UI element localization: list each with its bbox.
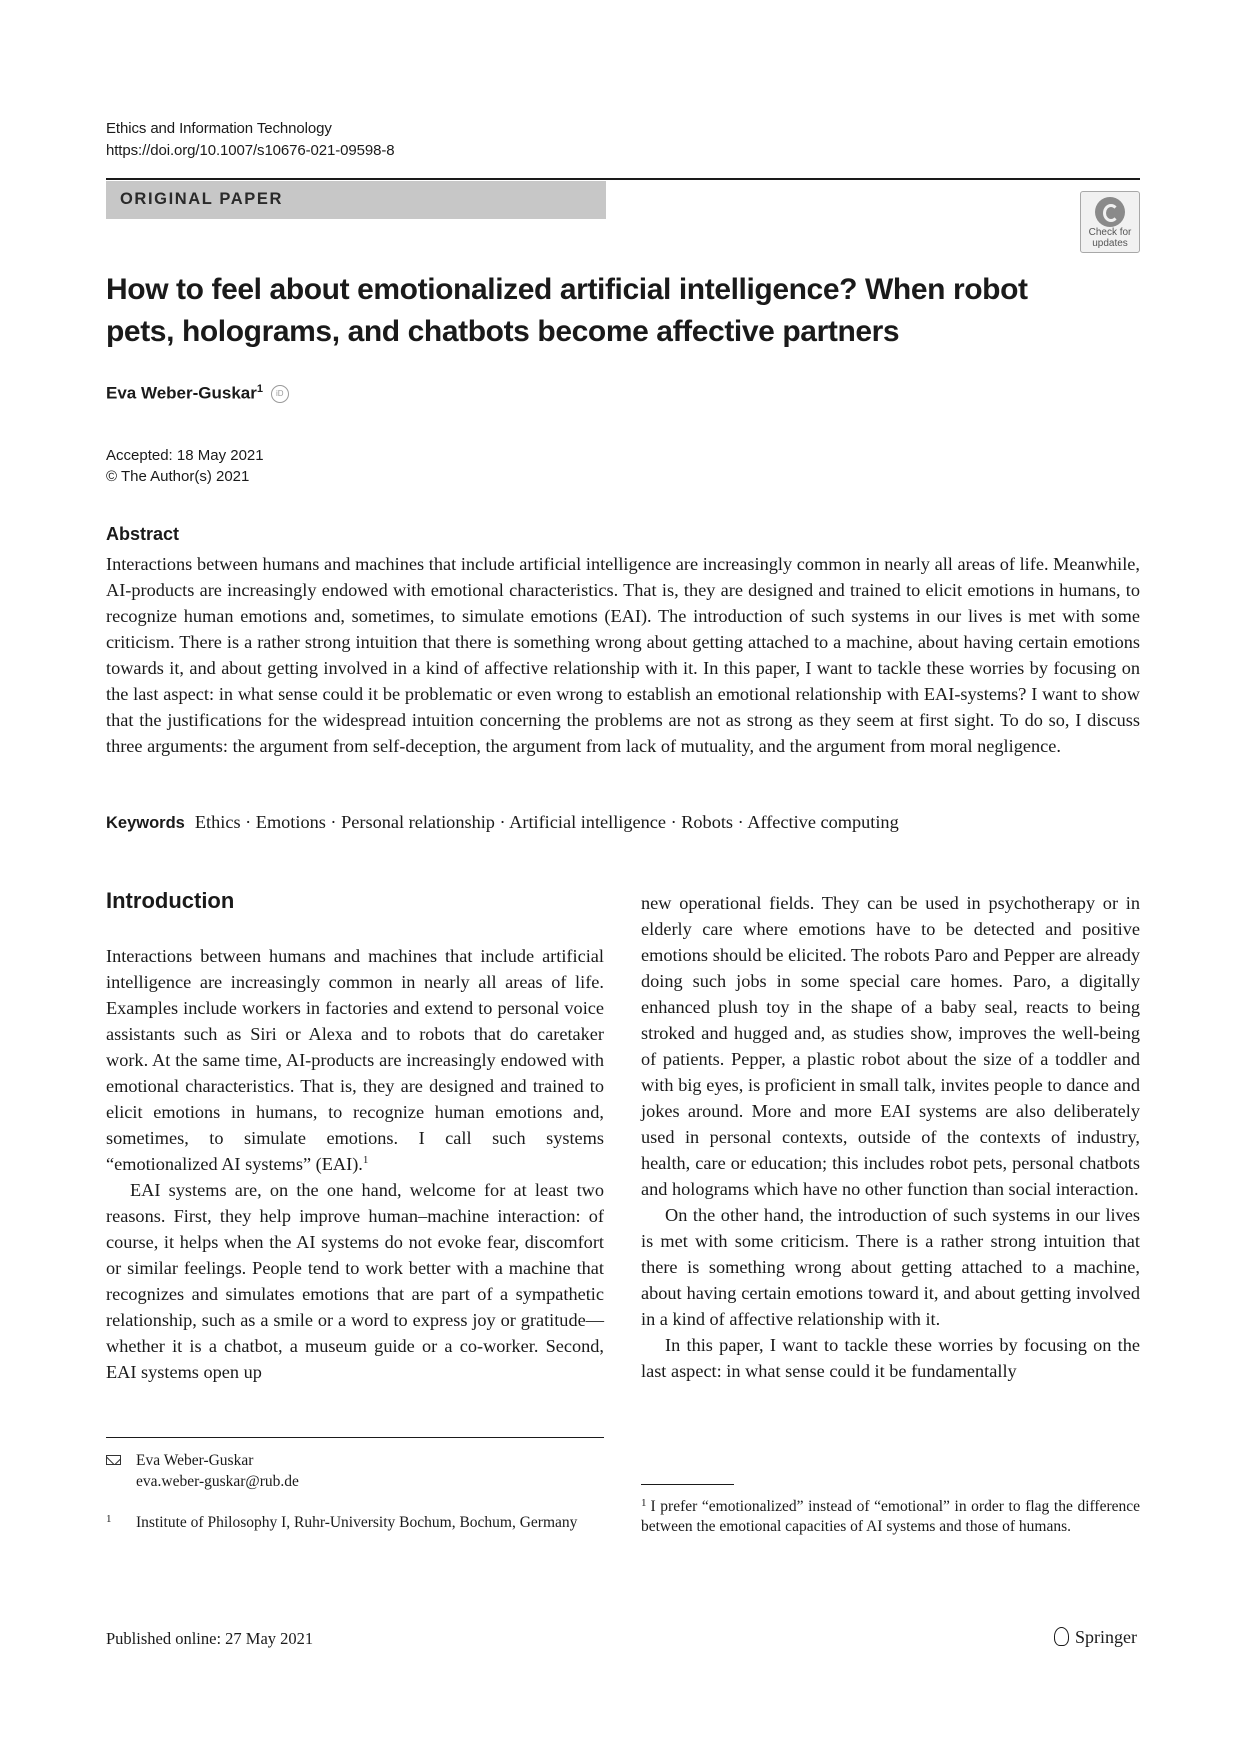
affiliation-text: Institute of Philosophy I, Ruhr-University Bochum, Bochum, Germany (136, 1514, 578, 1531)
check-updates-label: Check for updates (1088, 227, 1132, 249)
journal-header (106, 118, 395, 162)
keywords-line (106, 812, 899, 833)
footnote-text: I prefer “emotionalized” instead of “emotional” in order to flag the difference between the emotional capacities of AI systems and those of humans. (641, 1498, 1140, 1535)
published-online: Published online: 27 May 2021 (106, 1629, 314, 1648)
contact-email[interactable]: eva.weber-guskar@rub.de (136, 1473, 299, 1490)
contact-block (106, 1450, 299, 1492)
journal-name: Ethics and Information Technology (106, 120, 332, 137)
contact-name: Eva Weber-Guskar (136, 1452, 254, 1469)
publisher-name: Springer (1075, 1627, 1137, 1647)
accepted-date: Accepted: 18 May 2021 (106, 447, 264, 464)
author-affil-mark: 1 (256, 383, 263, 395)
contact-rule (106, 1437, 604, 1438)
section-heading-introduction: Introduction (106, 888, 235, 913)
intro-paragraph-2: EAI systems are, on the one hand, welcome for at least two reasons. First, they help improve human–machine interaction: of course, it helps when the AI systems do not evoke fear, discomfort or similar feelings. People tend to work better with a machine that recognizes and simulates emotions that are part of a sympathetic relationship, such as a smile or a word to express joy or gratitude—whether it is a chatbot, a museum guide or a co-worker. Second, EAI systems open up (106, 1180, 604, 1382)
footnote-ref-1[interactable]: 1 (362, 1153, 369, 1166)
article-type-label: ORIGINAL PAPER (120, 190, 283, 208)
check-for-updates-button[interactable] (1080, 191, 1140, 253)
footnote-rule (641, 1484, 734, 1485)
check-updates-icon (1095, 197, 1125, 227)
intro-paragraph-2-cont: new operational fields. They can be used in psychotherapy or in elderly care where emotions have to be detected and positive emotions should be elicited. The robots Paro and Pepper are already doing such jobs in some special care homes. Paro, a digitally enhanced plush toy in the shape of a baby seal, reacts to being stroked and hugged and, as studies show, improves the well-being of patients. Pepper, a plastic robot about the size of a toddler and with big eyes, is proficient in small talk, invites people to dance and jokes around. More and more EAI systems are also deliberately used in personal contexts, outside of the contexts of industry, health, care or education; this includes robot pets, personal chatbots and holograms which have no other function than social interaction. (641, 893, 1140, 1199)
abstract-heading: Abstract (106, 524, 180, 544)
publisher-logo (1054, 1627, 1137, 1648)
column-right (641, 890, 1140, 1384)
doi-link[interactable]: https://doi.org/10.1007/s10676-021-09598-8 (106, 142, 395, 159)
keywords-label: Keywords (106, 814, 185, 832)
footnote-number: 1 (641, 1497, 647, 1509)
article-type-bar (106, 181, 606, 219)
intro-paragraph-3: On the other hand, the introduction of such systems in our lives is met with some criticism. There is a rather strong intuition that there is something wrong about getting attached to a machine, about having certain emotions toward it, and about getting involved in a kind of affective relationship with it. (641, 1205, 1140, 1329)
footnote-1 (641, 1493, 1140, 1537)
article-dates (106, 445, 264, 487)
abstract-text: Interactions between humans and machines that include artificial intelligence are increasingly common in nearly all areas of life. Meanwhile, AI-products are increasingly endowed with emotional characteristics. That is, they are designed and trained to elicit emotions in humans, to recognize human emotions and, sometimes, to simulate emotions (EAI). The introduction of such systems in our lives is met with some criticism. There is a rather strong intuition that there is something wrong about getting attached to a machine, about having certain emotions towards it, and about getting involved in a kind of affective relationship with it. In this paper, I want to tackle these worries by focusing on the last aspect: in what sense could it be problematic or even wrong to establish an emotional relationship with EAI-systems? I want to show that the justifications for the widespread intuition concerning the problems are not as strong as they seem at first sight. To do so, I discuss three arguments: the argument from self-deception, the argument from lack of mutuality, and the argument from moral negligence. (106, 554, 1140, 756)
author-line (106, 383, 289, 404)
header-rule (106, 178, 1140, 180)
column-left (106, 943, 604, 1385)
author-name: Eva Weber-Guskar (106, 383, 257, 403)
envelope-icon (106, 1455, 121, 1465)
intro-paragraph-4: In this paper, I want to tackle these worries by focusing on the last aspect: in what sense could it be fundamentally (641, 1335, 1140, 1381)
copyright-line: © The Author(s) 2021 (106, 468, 250, 485)
springer-horse-icon (1054, 1627, 1069, 1646)
affiliation-block (106, 1512, 604, 1533)
intro-paragraph-1-text: Interactions between humans and machines that include artificial intelligence are increasingly common in nearly all areas of life. Examples include workers in factories and extend to personal voice assistants such as Siri or Alexa and to robots that do caretaker work. At the same time, AI-products are increasingly endowed with emotional characteristics. That is, they are designed and trained to elicit emotions in humans, to recognize human emotions and, sometimes, to simulate emotions. I call such systems “emotionalized AI systems” (EAI). (106, 946, 604, 1174)
orcid-icon[interactable]: iD (271, 385, 289, 403)
affiliation-number: 1 (106, 1513, 112, 1525)
intro-paragraph-1 (106, 943, 604, 1177)
keywords-text: Ethics · Emotions · Personal relationship · Artificial intelligence · Robots · Affective computing (194, 812, 899, 832)
paper-title: How to feel about emotionalized artificial intelligence? When robot pets, holograms, and chatbots become affective partners (106, 273, 1028, 348)
